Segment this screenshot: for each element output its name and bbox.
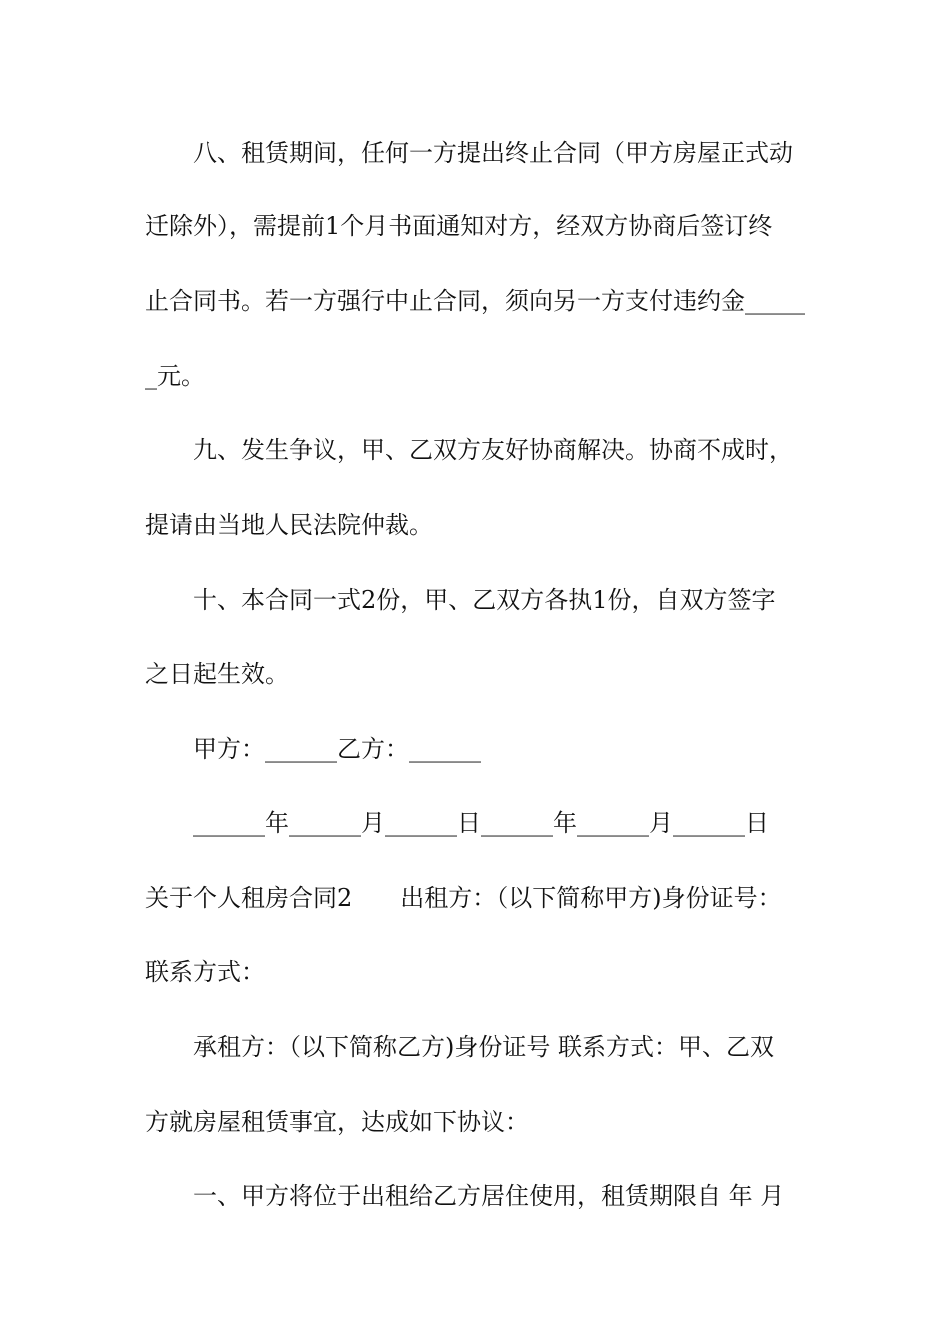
- clause-10-line-2: 之日起生效。: [145, 660, 289, 688]
- clause-1-line-1: 一、甲方将位于出租给乙方居住使用，租赁期限自 年 月: [193, 1182, 785, 1210]
- clause-8-line-2: 迁除外），需提前1个月书面通知对方，经双方协商后签订终: [145, 212, 773, 240]
- clause-9-line-1: 九、发生争议，甲、乙双方友好协商解决。协商不成时，: [193, 436, 793, 464]
- clause-9-line-2: 提请由当地人民法院仲裁。: [145, 511, 433, 539]
- signature-parties-line: 甲方：______乙方：______: [193, 735, 481, 763]
- contract-2-title-line: 关于个人租房合同2 出租方：（以下简称甲方)身份证号：: [145, 884, 782, 912]
- lessor-contact-line: 联系方式：: [145, 958, 265, 986]
- clause-8-line-1: 八、租赁期间，任何一方提出终止合同（甲方房屋正式动: [193, 139, 793, 167]
- clause-8-line-4: _元。: [145, 362, 205, 390]
- clause-8-line-3: 止合同书。若一方强行中止合同，须向另一方支付违约金_____: [145, 287, 805, 315]
- lessee-info-line-2: 方就房屋租赁事宜，达成如下协议：: [145, 1108, 529, 1136]
- lessee-info-line-1: 承租方：（以下简称乙方)身份证号 联系方式：甲、乙双: [193, 1033, 774, 1061]
- signature-date-line: ______年______月______日______年______月______日: [193, 809, 769, 837]
- clause-10-line-1: 十、本合同一式2份，甲、乙双方各执1份，自双方签字: [193, 586, 776, 614]
